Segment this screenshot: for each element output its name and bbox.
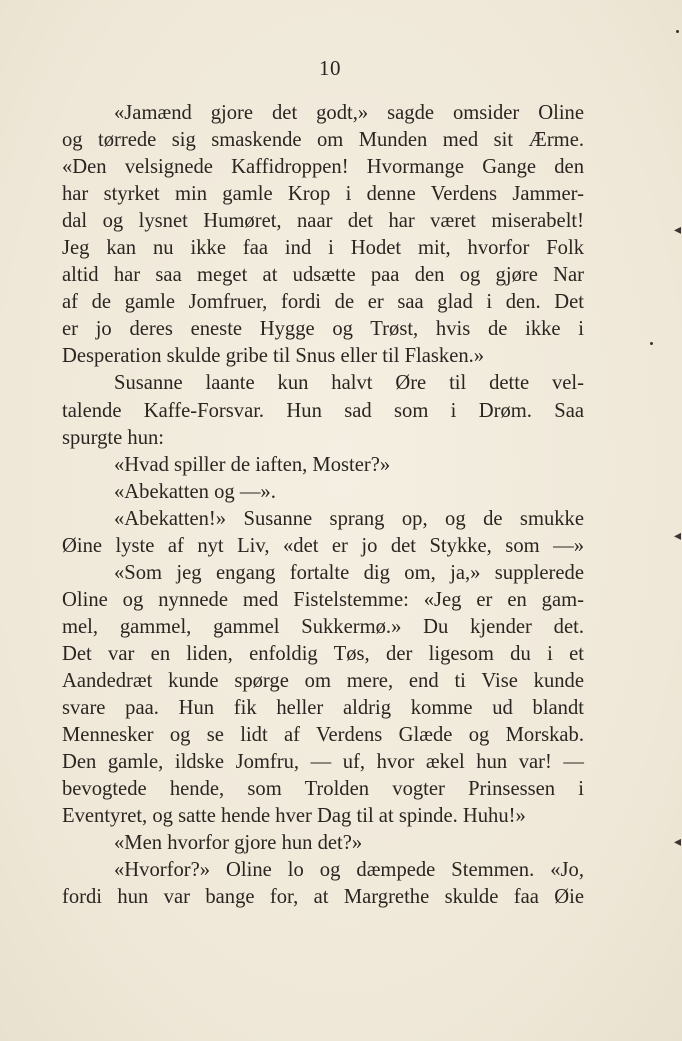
text-line: «Hvorfor?» Oline lo og dæmpede Stemmen. «Jo, [114,859,584,882]
text-line: dal og lysnet Humøret, naar det har været miserabelt! [62,210,584,233]
text-line: svare paa. Hun fik heller aldrig komme ud blandt [62,697,584,720]
margin-arrow-icon: ◂ [674,834,682,850]
margin-arrow-icon: ◂ [674,528,682,544]
text-line: har styrket min gamle Krop i denne Verdens Jammer- [62,183,584,206]
body-text [62,100,584,911]
text-line: og tørrede sig smaskende om Munden med sit Ærme. [62,129,584,152]
margin-arrow-icon: ◂ [674,222,682,238]
text-line: Øine lyste af nyt Liv, «det er jo det Stykke, som —» [62,534,584,557]
page-number: 10 [319,56,341,80]
text-line: «Abekatten og —». [114,480,276,503]
text-line: bevogtede hende, som Trolden vogter Prinsessen i [62,778,584,801]
text-line: af de gamle Jomfruer, fordi de er saa glad i den. Det [62,291,584,314]
text-line: altid har saa meget at udsætte paa den og gjøre Nar [62,264,584,287]
text-line: Mennesker og se lidt af Verdens Glæde og Morskab. [62,724,584,747]
text-line: Aandedræt kunde spørge om mere, end ti Vise kunde [62,669,584,692]
text-line: «Abekatten!» Susanne sprang op, og de smukke [114,507,584,530]
text-line: Desperation skulde gribe til Snus eller til Flasken.» [62,345,485,368]
text-line: «Jamænd gjore det godt,» sagde omsider Oline [114,102,584,124]
page-speck [676,30,679,33]
text-line: Oline og nynnede med Fistelstemme: «Jeg er en gam- [62,588,584,611]
text-line: «Hvad spiller de iaften, Moster?» [114,453,391,476]
page-speck [650,342,653,345]
text-line: «Men hvorfor gjore hun det?» [114,832,363,855]
text-line: talende Kaffe-Forsvar. Hun sad som i Drøm. Saa [62,399,584,422]
text-line: mel, gammel, gammel Sukkermø.» Du kjender det. [62,615,584,638]
text-line: Jeg kan nu ikke faa ind i Hodet mit, hvorfor Folk [62,237,584,260]
text-line: spurgte hun: [62,426,165,449]
text-line: fordi hun var bange for, at Margrethe skulde faa Øie [62,886,584,909]
text-line: Det var en liden, enfoldig Tøs, der ligesom du i et [62,642,584,665]
text-line: er jo deres eneste Hygge og Trøst, hvis de ikke i [62,318,584,341]
text-line: Den gamle, ildske Jomfru, — uf, hvor ækel hun var! — [62,751,584,774]
text-line: «Den velsignede Kaffidroppen! Hvormange Gange den [62,156,584,179]
text-line: «Som jeg engang fortalte dig om, ja,» supplerede [114,561,584,584]
text-line: Susanne laante kun halvt Øre til dette vel- [114,372,584,395]
text-line: Eventyret, og satte hende hver Dag til at spinde. Huhu!» [62,805,526,828]
